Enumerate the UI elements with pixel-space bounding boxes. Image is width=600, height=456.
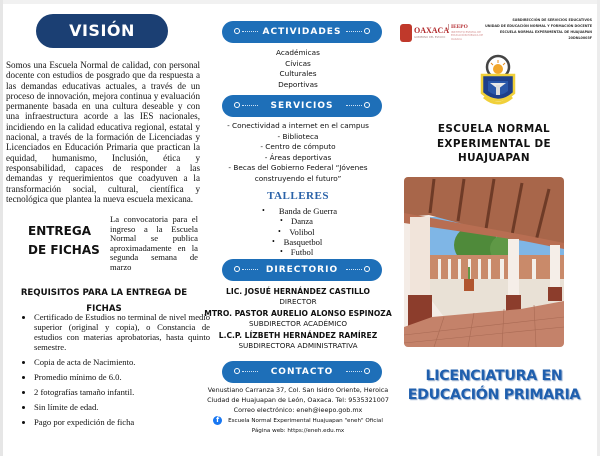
entrega-heading-line2: DE FICHAS [28,243,100,257]
actividad-item: Deportivas [278,79,318,89]
servicios-heading: SERVICIOS [222,95,382,117]
talleres-heading: TALLERES [267,190,329,202]
requisito-item: • Pago por expedición de ficha [34,417,210,427]
facebook-row [200,416,396,426]
page-edge-left [0,0,3,456]
directorio-list [200,287,396,353]
circle-bullet-icon [364,102,370,108]
subdirector-academico-role: SUBDIRECTOR ACADÉMICO [248,319,348,328]
entrega-text: La convocatoria para el ingreso a la Escuela Normal se publica aproximadamente en la segunda semana de marzo [110,214,198,272]
requisitos-list [22,312,210,432]
school-crest-icon [476,53,520,111]
oaxaca-logo-text: OAXACA [414,26,450,35]
header-institution-lines: SUBDIRECCIÓN DE SERVICIOS EDUCATIVOS UNIDAD DE EDUCACIÓN NORMAL Y FORMACIÓN DOCENTE ESCUELA NORMAL EXPERIMENTAL DE HUAJUAPAN 20DNL0003F [485,18,592,40]
oaxaca-logo-subtext: GOBIERNO DEL ESTADO [414,36,446,39]
subdirectora-administrativa-name: L.C.P. LÍZBETH HERNÁNDEZ RAMÍREZ [218,331,378,340]
servicio-item: - Becas del Gobierno Federal “Jóvenes construyendo el futuro” [228,163,368,183]
program-title: LICENCIATURA EN EDUCACIÓN PRIMARIA [407,368,581,403]
taller-item: • Banda de Guerra [262,206,338,216]
oaxaca-logo-icon [400,24,412,42]
servicio-item: - Centro de cómputo [260,142,336,151]
requisito-item: • Promedio mínimo de 6.0. [34,372,210,382]
entrega-heading-line1: ENTREGA [28,224,91,238]
campus-photo [404,177,564,347]
campus-corridor-image [404,177,564,347]
dotted-line-icon [346,269,362,270]
subdirector-academico-name: MTRO. PASTOR AURELIO ALONSO ESPINOZA [204,309,392,318]
servicio-item: - Áreas deportivas [264,152,332,162]
ieepo-logo-text: IEEPO [448,24,468,30]
talleres-list [200,206,396,257]
ieepo-logo-subtext: INSTITUTO ESTATAL DE EDUCACIÓN PÚBLICA DE OAXACA [451,31,483,41]
requisito-item: • 2 fotografías tamaño infantil. [34,387,210,397]
address-line-2: Ciudad de Huajuapan de León, Oaxaca. Tel: 9535321007 [207,396,389,405]
requisito-item: • Copia de acta de Nacimiento. [34,357,210,367]
actividades-list [200,48,396,90]
contacto-info [200,385,396,436]
directorio-heading: DIRECTORIO [222,259,382,281]
right-panel [396,0,596,456]
director-name: LIC. JOSUÉ HERNÁNDEZ CASTILLO [226,287,370,296]
taller-item: • Futbol [280,247,314,258]
facebook-text: Escuela Normal Experimental Huajuapan "eneh" Oficial [228,417,383,424]
actividades-heading: ACTIVIDADES [222,21,382,43]
circle-bullet-icon [364,28,370,34]
dotted-line-icon [346,105,362,106]
taller-item: • Volibol [278,226,315,237]
circle-bullet-icon [364,368,370,374]
web-text: Página web: https://eneh.edu.mx [251,427,345,434]
requisito-item: • Certificado de Estudios no terminal de nivel medio superior (original y copia), o Constancia de estudios con materias aprobatorias, hasta quinto semestre. [34,312,210,352]
director-role: DIRECTOR [279,297,317,306]
servicio-item: - Biblioteca [277,131,319,141]
taller-item: • Danza [280,216,313,227]
actividad-item: Cívicas [285,58,311,68]
school-name: ESCUELA NORMAL EXPERIMENTAL DE HUAJUAPAN [436,123,552,164]
email-text: Correo electrónico: eneh@ieepo.gob.mx [233,406,363,415]
subdirectora-administrativa-role: SUBDIRECTORA ADMINISTRATIVA [238,341,358,350]
entrega-heading [28,222,110,260]
circle-bullet-icon [364,266,370,272]
requisitos-heading: REQUISITOS PARA LA ENTREGA DE FICHAS [20,288,188,314]
dotted-line-icon [346,31,362,32]
requisito-item: • Sin límite de edad. [34,402,210,412]
dotted-line-icon [346,371,362,372]
taller-item: • Basquetbol [272,236,323,247]
vision-text: Somos una Escuela Normal de calidad, con personal docente con estudios de posgrado que da respuesta a las demandas educativas actuales, a través de un proceso de innovación, mejora continua y evaluación permanente basada en una cultura deseable y con una infraestructura acorde a las IES nacionales, incidiendo en la calidad educativa regional, estatal y nacional, a través de la formación de Licenciadas y Licenciados en Educación Primaria que practican la equidad, humanismo, Inclusión, ética y responsabilidad, capaces de responder a las demandas y requerimientos que coadyuven a la transformación social, cultural, científica y tecnológica que plantea la nueva escuela mexicana. [6,60,200,204]
middle-panel [200,0,396,456]
servicios-list [218,121,378,184]
vision-heading: VISIÓN [36,14,168,48]
address-line-1: Venustiano Carranza 37, Col. San Isidro Oriente, Heroica [207,386,389,394]
contacto-heading: CONTACTO [222,361,382,383]
actividad-item: Culturales [279,69,317,78]
facebook-icon: f [213,416,222,425]
servicio-item: - Conectividad a internet en el campus [227,121,369,130]
left-panel [4,0,210,456]
actividad-item: Académicas [276,48,320,57]
